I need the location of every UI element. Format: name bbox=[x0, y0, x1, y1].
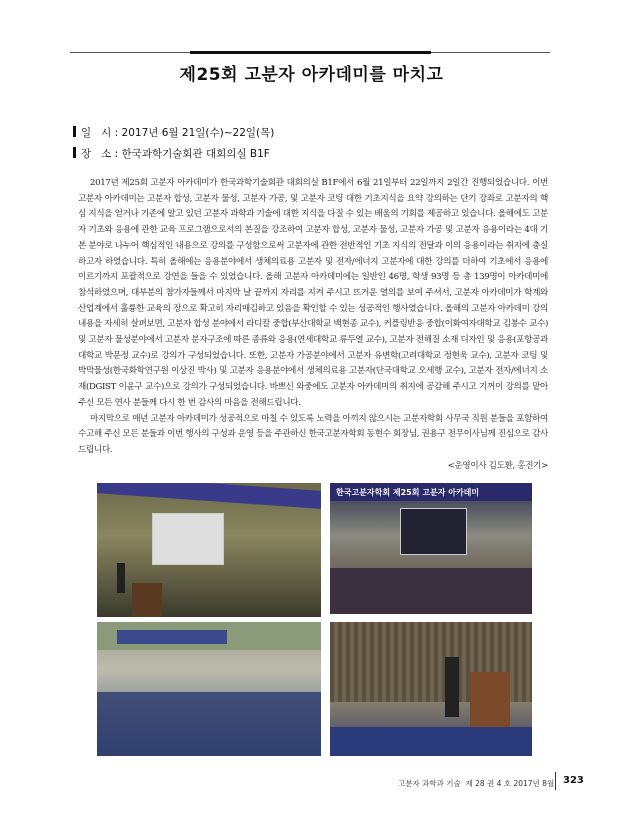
title-accent-bar bbox=[190, 51, 431, 54]
info-value: 한국과학기술회관 대회의실 B1F bbox=[121, 148, 270, 160]
signature: <운영이사 김도환, 홍진기> bbox=[447, 460, 548, 471]
journal-footer: 고분자 과학과 기술 제 28 권 4 호 2017년 8월 bbox=[398, 779, 555, 788]
info-place: 장 소 : 한국과학기술회관 대회의실 B1F bbox=[73, 146, 270, 161]
photo-lecture-hall-speaker bbox=[97, 483, 321, 617]
info-date: 일 시 : 2017년 6월 21일(수)~22일(목) bbox=[73, 125, 274, 140]
info-label: 장 소 bbox=[81, 148, 112, 160]
photo-speaker-podium bbox=[330, 622, 532, 756]
info-label: 일 시 bbox=[81, 127, 112, 139]
bullet-bar-icon bbox=[73, 126, 76, 137]
banner-text: 한국고분자학회 제25회 고분자 아카데미 bbox=[336, 488, 480, 497]
photo-audience-banner bbox=[330, 483, 532, 614]
page-number: 323 bbox=[563, 775, 584, 786]
paragraph: 마지막으로 매년 고분자 아카데미가 성공적으로 마칠 수 있도록 노력을 아끼지 않으시는 고분자학회 사무국 직원 분들을 포함하여 수고해 주신 모든 분들과 이번 행사의 구성과 운영 등을 주관하신 한국고분자학회 동현수 회장님, 권용구 전무이사님께 진심으로 감사드립니다. bbox=[78, 413, 548, 455]
photo-audience-wide bbox=[97, 622, 321, 756]
footer-divider bbox=[555, 772, 556, 790]
article-body bbox=[78, 176, 548, 474]
page-title: 제25회 고분자 아카데미를 마치고 bbox=[179, 65, 444, 85]
bullet-bar-icon bbox=[73, 147, 76, 158]
paragraph: 2017년 제25회 고분자 아카데미가 한국과학기술회관 대회의실 B1F에서 6월 21일부터 22일까지 2일간 진행되었습니다. 이번 고분자 아카데미는 고분자 합성, 고분자 물성, 고분자 가공, 및 고분자 코팅 대한 기초지식을 요약 강의하는 단기 강좌로 고분자의 핵심 지식을 얻거나 기존에 알고 있던 고분자 과학과 기술에 대한 지식을 다질 수 있는 배움의 기회를 제공하고 있습니다. 올해에도 고분자 기초와 응용에 관한 교육 프로그램으로서의 본질을 강조하여 고분자 합성, 고분자 물성, 고분자 가공 및 고분자 응용이라는 4대 기본 분야로 나누어 핵심적인 내용으로 강의를 구성함으로써 고분자에 관한 전반적인 기초 지식의 전달과 이의 응용이라는 취지에 충실하고자 하였습니다. 특히 올해에는 응용분야에서 생체의료용 고분자 및 전자/에너지 고분자에 대한 강의를 더하여 기초에서 응용에 이르기까지 포괄적으로 강연을 들을 수 있었습니다. 올해 고분자 아카데미에는 일반인 46명, 학생 93명 등 총 139명이 아카데미에 참석하였으며, 대부분의 참가자들께서 마지막 날 끝까지 자리를 지켜 주시고 뜨거운 열의를 보여 주셔서, 고분자 아카데미가 학계와 산업계에서 훌륭한 교육의 장으로 확고히 자리매김하고 있음을 확인할 수 있는 성공적인 행사였습니다. 올해의 고분자 아카데미 강의 내용을 자세히 살펴보면, 고분자 합성 분야에서 라디칼 중합(부산대학교 백현종 교수), 커플링반응 중합(이화여자대학교 김봉수 교수) 및 고분자 물성분야에서 고분자 분자구조에 따른 종류와 응용(연세대학교 류두열 교수), 고분자 전해질 소재 디자인 및 응용(포항공과대학교 박문정 교수)로 강의가 구성되었습니다. 또한, 고분자 가공분야에서 고분자 유변학(고려대학교 정현욱 교수), 고분자 코팅 및 박막물성(한국화학연구원 이상진 박사) 및 고분자 응용분야에서 생체의료용 고분자(단국대학교 오세행 교수), 고분자 전자/에너지 소재(DGIST 이윤구 교수)으로 강의가 구성되었습니다. 바쁘신 와중에도 고분자 아카데미의 취지에 공감해 주시고 기꺼이 강의를 맡아주신 모든 연사 분들께 다시 한 번 감사의 마음을 전해드립니다. bbox=[78, 178, 548, 408]
info-value: 2017년 6월 21일(수)~22일(목) bbox=[121, 127, 275, 139]
